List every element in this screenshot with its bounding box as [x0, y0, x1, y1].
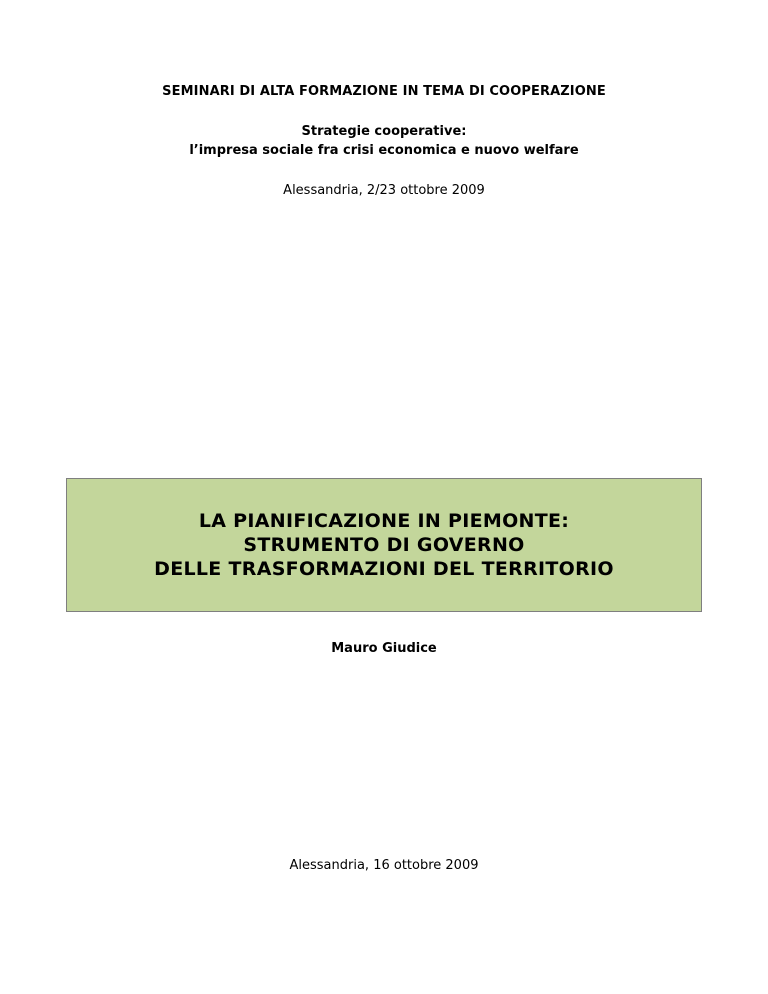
subtitle-line-1: Strategie cooperative: [301, 124, 467, 139]
document-title-line-1: LA PIANIFICAZIONE IN PIEMONTE: [198, 510, 570, 532]
document-title-line-2: STRUMENTO DI GOVERNO [243, 534, 525, 556]
place-and-date: Alessandria, 16 ottobre 2009 [289, 858, 479, 873]
subtitle-line-2: l’impresa sociale fra crisi economica e nuovo welfare [189, 143, 579, 158]
series-title: SEMINARI DI ALTA FORMAZIONE IN TEMA DI COOPERAZIONE [162, 84, 606, 99]
document-title-box [66, 478, 702, 612]
seminar-dates: Alessandria, 2/23 ottobre 2009 [283, 183, 485, 198]
document-title-line-3: DELLE TRASFORMAZIONI DEL TERRITORIO [154, 558, 614, 580]
author-name: Mauro Giudice [331, 641, 437, 656]
